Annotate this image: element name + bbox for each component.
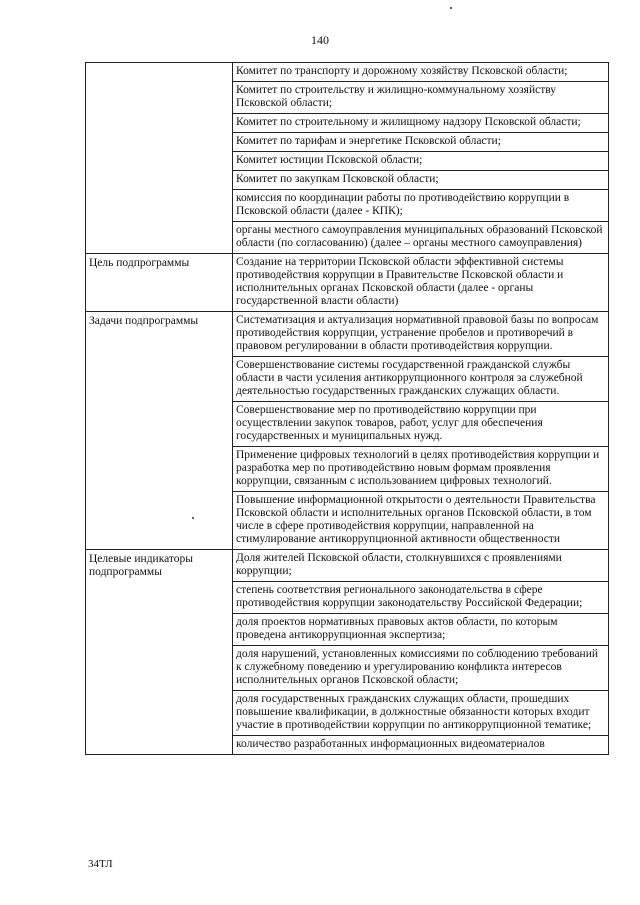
list-item: количество разработанных информационных видеоматериалов [236, 738, 545, 750]
list-item: доля государственных гражданских служащих области, прошедших повышение квалификации, в должностные обязанности которых входит участие в противодействии коррупции по антикоррупционной тематике; [233, 691, 608, 736]
row-label: Целевые индикаторы подпрограммы [86, 550, 233, 755]
list-item: Комитет по строительству и жилищно-коммунальному хозяйству Псковской области; [233, 82, 608, 114]
scan-speck [192, 517, 194, 519]
list-item: Комитет по транспорту и дорожному хозяйству Псковской области; [233, 63, 608, 82]
list-item: Совершенствование системы государственной гражданской службы области в части усиления антикоррупционного контроля за служебной деятельностью государственных гражданских служащих области. [233, 357, 608, 402]
list-item: Создание на территории Псковской области эффективной системы противодействия коррупции в Правительстве Псковской области и исполнительных органах Псковской области (далее - органы государственной власти области) [236, 256, 564, 307]
row-label: Цель подпрограммы [86, 254, 233, 312]
list-item: органы местного самоуправления муниципальных образований Псковской области (по согласованию) (далее – органы местного самоуправления) [236, 224, 603, 249]
list-item: Комитет по закупкам Псковской области; [233, 171, 608, 190]
row-label: Задачи подпрограммы [86, 312, 233, 550]
list-item: Совершенствование мер по противодействию коррупции при осуществлении закупок товаров, работ, услуг для обеспечения государственных и муниципальных нужд. [233, 402, 608, 447]
list-item: степень соответствия регионального законодательства в сфере противодействия коррупции законодательству Российской Федерации; [233, 582, 608, 614]
list-item: комиссия по координации работы по противодействию коррупции в Псковской области (далее - КПК); [233, 190, 608, 222]
scan-speck [450, 7, 452, 9]
list-item: доля проектов нормативных правовых актов области, по которым проведена антикоррупционная экспертиза; [233, 614, 608, 646]
list-item: Систематизация и актуализация нормативной правовой базы по вопросам противодействия коррупции, устранение пробелов и противоречий в правовом регулировании в области противодействия коррупции. [233, 312, 608, 357]
list-item: Комитет по тарифам и энергетике Псковской области; [233, 133, 608, 152]
page-number: 140 [311, 33, 329, 47]
list-item: Комитет юстиции Псковской области; [233, 152, 608, 171]
table-row-indicators [86, 550, 609, 755]
row-items [233, 254, 609, 312]
row-label [86, 63, 233, 254]
list-item: Комитет по строительному и жилищному надзору Псковской области; [233, 114, 608, 133]
list-item: Доля жителей Псковской области, столкнувшихся с проявлениями коррупции; [233, 550, 608, 582]
row-items [233, 550, 609, 755]
row-items [233, 63, 609, 254]
table-row-tasks [86, 312, 609, 550]
table-row-responsible [86, 63, 609, 254]
program-table [85, 62, 609, 755]
list-item: доля нарушений, установленных комиссиями по соблюдению требований к служебному поведению и урегулированию конфликта интересов исполнительных органов Псковской области; [233, 646, 608, 691]
list-item: Повышение информационной открытости о деятельности Правительства Псковской области и исполнительных органов Псковской области, в том числе в сфере противодействия коррупции, направленной на стимулирование антикоррупционной активности общественности [236, 494, 596, 545]
row-items [233, 312, 609, 550]
list-item: Применение цифровых технологий в целях противодействия коррупции и разработка мер по противодействию новым формам проявления коррупции, связанным с использованием цифровых технологий. [233, 447, 608, 492]
footer-code: 34ТЛ [88, 858, 113, 870]
table-row-goal [86, 254, 609, 312]
